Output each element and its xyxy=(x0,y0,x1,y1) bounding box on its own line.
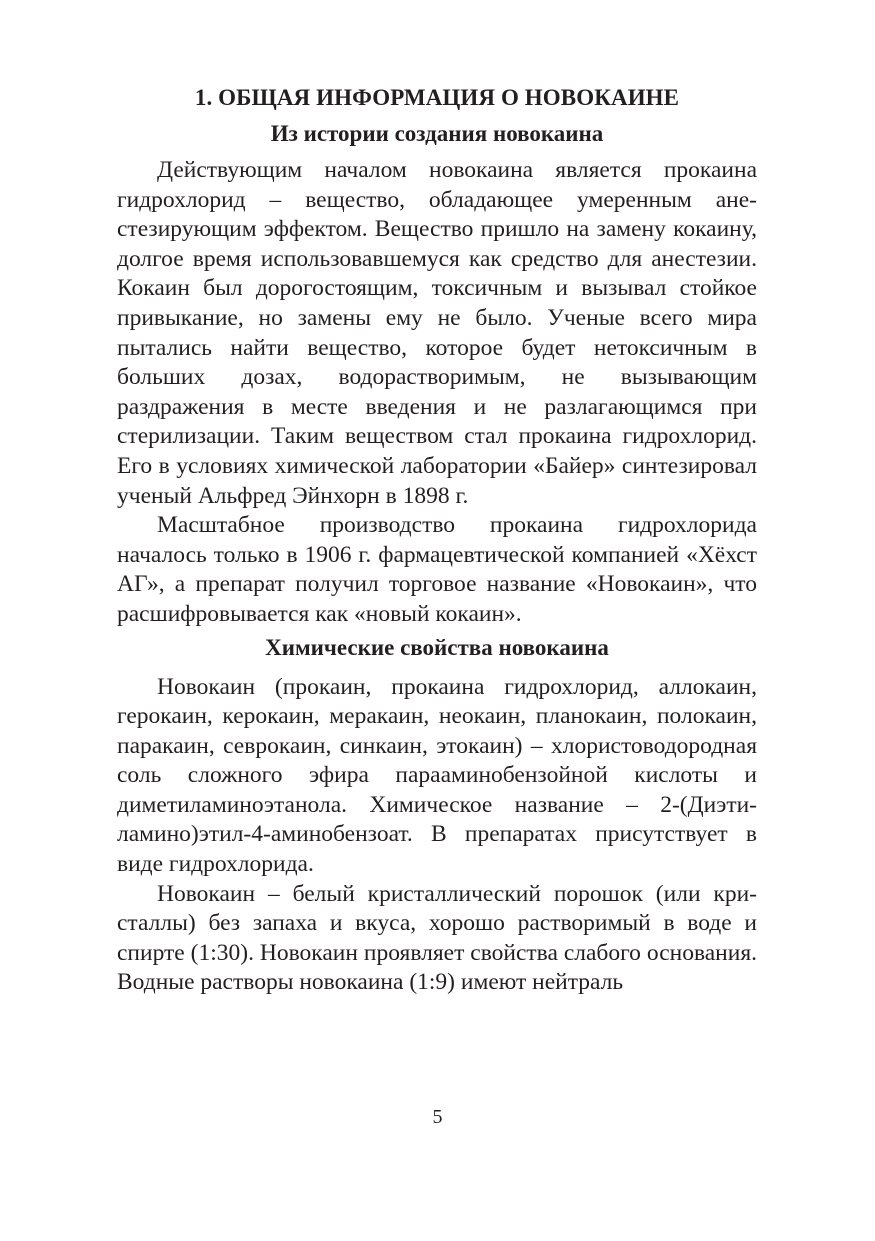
chapter-title: 1. ОБЩАЯ ИНФОРМАЦИЯ О НОВОКАИНЕ xyxy=(194,85,680,110)
paragraph: Масштабное производство прокаина гидрохлорида началось только в 1906 г. фармацевтической компанией «Хёхст АГ», а препарат получил торговое название «Новокаин», что расшифровывается как «новый кокаин». xyxy=(117,512,757,627)
paragraph: Действующим началом новокаина является прокаина гидрохлорид – вещество, обладающее умеренным анестезирующим эффектом. Вещество пришло на замену кокаину, долгое время использовавшемуся как средство для анестезии. Кокаин был дорогостоящим, токсичным и вызывал стойкое привыкание, но замены ему не было. Ученые всего мира пытались найти вещество, которое будет нетоксичным в больших дозах, водорастворимым, не вызывающим раздражения в месте введения и не разлагающимся при стерилизации. Таким веществом стал прокаина гидрохлорид. Его в условиях химической лаборатории «Байер» синтезировал ученый Альфред Эйнхорн в 1898 г. xyxy=(117,157,757,509)
paragraph: Новокаин (прокаин, прокаина гидрохлорид, аллокаин, герокаин, керокаин, меракаин, неокаин, планокаин, полокаин, паракаин, севрокаин, синкаин, этокаин) – хлористоводородная соль сложного эфира парааминобензойной кислоты и диметиламиноэтанола. Химическое название – 2-(Диэтиламино)этил-4-аминобензоат. В препаратах присутствует в виде гидрохлорида. xyxy=(117,673,757,878)
section-heading-chemistry: Химические свойства новокаина xyxy=(265,634,609,660)
page-number: 5 xyxy=(432,1106,443,1128)
paragraph: Новокаин – белый кристаллический порошок (или кристаллы) без запаха и вкуса, хорошо растворимый в воде и спирте (1:30). Новокаин проявляет свойства слабого основания. Водные растворы новокаина (1:9) имеют нейтраль xyxy=(117,880,757,996)
section-heading-history: Из истории создания новокаина xyxy=(270,121,604,146)
page-body xyxy=(117,80,757,998)
